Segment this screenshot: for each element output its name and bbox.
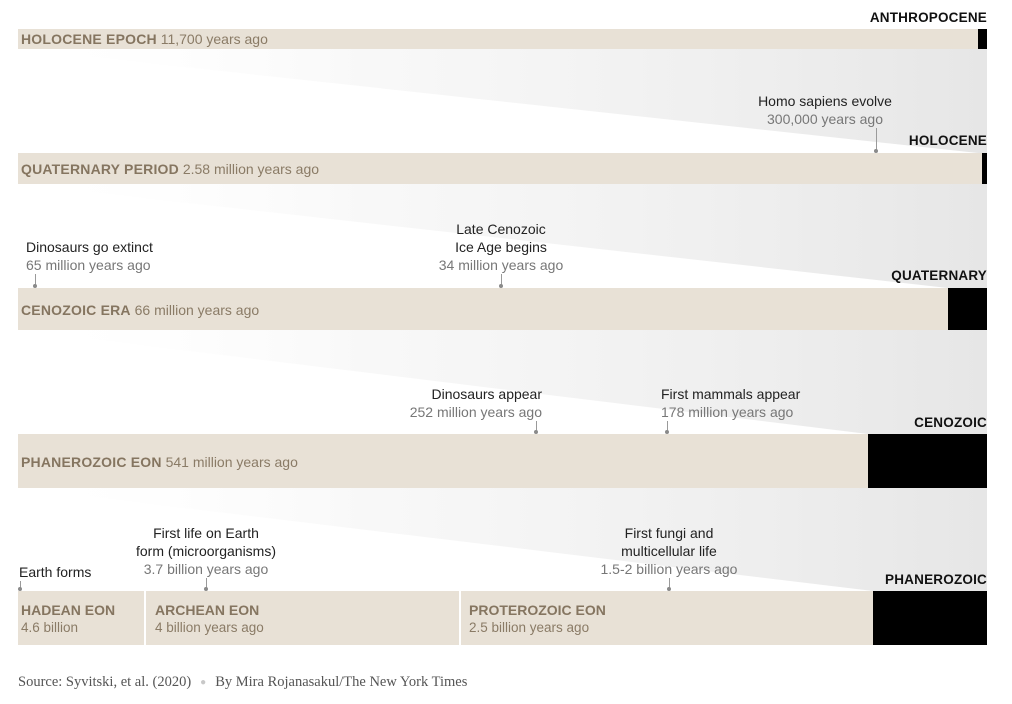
event-dinosaurs-appear (382, 385, 542, 421)
tag-phanerozoic: PHANEROZOIC (885, 572, 987, 587)
event-homo-sapiens (745, 92, 905, 128)
label-name: CENOZOIC ERA (21, 302, 131, 318)
label-age: 4.6 billion (21, 620, 79, 635)
label-quaternary-period (21, 161, 319, 177)
byline: By Mira Rojanasakul/The New York Times (215, 674, 468, 690)
event-age: 34 million years ago (438, 257, 564, 273)
label-proterozoic-eon (469, 601, 606, 637)
event-title: First mammals appear (661, 386, 801, 402)
event-title: Homo sapiens evolve (758, 93, 892, 109)
event-age: 65 million years ago (26, 257, 151, 273)
event-title: Earth forms (19, 564, 92, 580)
label-name: QUATERNARY PERIOD (21, 161, 179, 177)
event-title: First life on Earth (153, 525, 259, 541)
tag-holocene: HOLOCENE (908, 133, 987, 148)
event-title: First fungi and (624, 525, 714, 541)
label-age: 2.5 billion years ago (469, 620, 590, 635)
source-credit: Source: Syvitski, et al. (2020) (18, 674, 192, 690)
label-age: 4 billion years ago (155, 620, 264, 635)
event-ice-age (421, 220, 581, 274)
label-archean-eon (155, 601, 264, 637)
label-name: PHANEROZOIC EON (21, 454, 162, 470)
tag-anthropocene: ANTHROPOCENE (869, 10, 987, 25)
event-age: 1.5-2 billion years ago (600, 561, 738, 577)
event-age: 300,000 years ago (767, 111, 883, 127)
label-holocene-epoch (21, 31, 268, 47)
highlight-phanerozoic (873, 591, 987, 645)
highlight-holocene (982, 153, 987, 184)
event-title: Dinosaurs go extinct (26, 239, 153, 255)
highlight-anthropocene (978, 29, 987, 49)
tag-quaternary: QUATERNARY (891, 268, 987, 283)
event-dinosaurs-extinct (26, 238, 153, 274)
label-name: PROTEROZOIC EON (469, 602, 606, 618)
separator-dot: ● (200, 677, 207, 688)
event-stem (876, 128, 877, 150)
event-first-fungi (579, 524, 759, 578)
event-age: 252 million years ago (409, 404, 542, 420)
label-cenozoic-era (21, 302, 259, 318)
label-phanerozoic-eon (21, 454, 298, 470)
tag-cenozoic: CENOZOIC (914, 415, 987, 430)
event-first-mammals (661, 385, 800, 421)
label-name: ARCHEAN EON (155, 602, 260, 618)
event-title: Late Cenozoic (456, 221, 546, 237)
label-name: HOLOCENE EPOCH (21, 31, 157, 47)
event-age: 3.7 billion years ago (143, 561, 269, 577)
footer (18, 674, 467, 691)
event-title-2: multicellular life (621, 543, 717, 559)
event-title: Dinosaurs appear (431, 386, 542, 402)
label-age: 66 million years ago (134, 302, 260, 318)
label-hadean-eon (21, 601, 115, 637)
label-name: HADEAN EON (21, 602, 116, 618)
label-age: 2.58 million years ago (182, 161, 320, 177)
event-title-2: Ice Age begins (455, 239, 547, 255)
event-title-2: form (microorganisms) (135, 543, 276, 559)
highlight-quaternary (948, 288, 987, 330)
highlight-cenozoic (868, 434, 987, 488)
event-age: 178 million years ago (661, 404, 794, 420)
event-earth-forms (19, 563, 91, 581)
label-age: 541 million years ago (165, 454, 298, 470)
event-first-life (116, 524, 296, 578)
label-age: 11,700 years ago (160, 31, 268, 47)
